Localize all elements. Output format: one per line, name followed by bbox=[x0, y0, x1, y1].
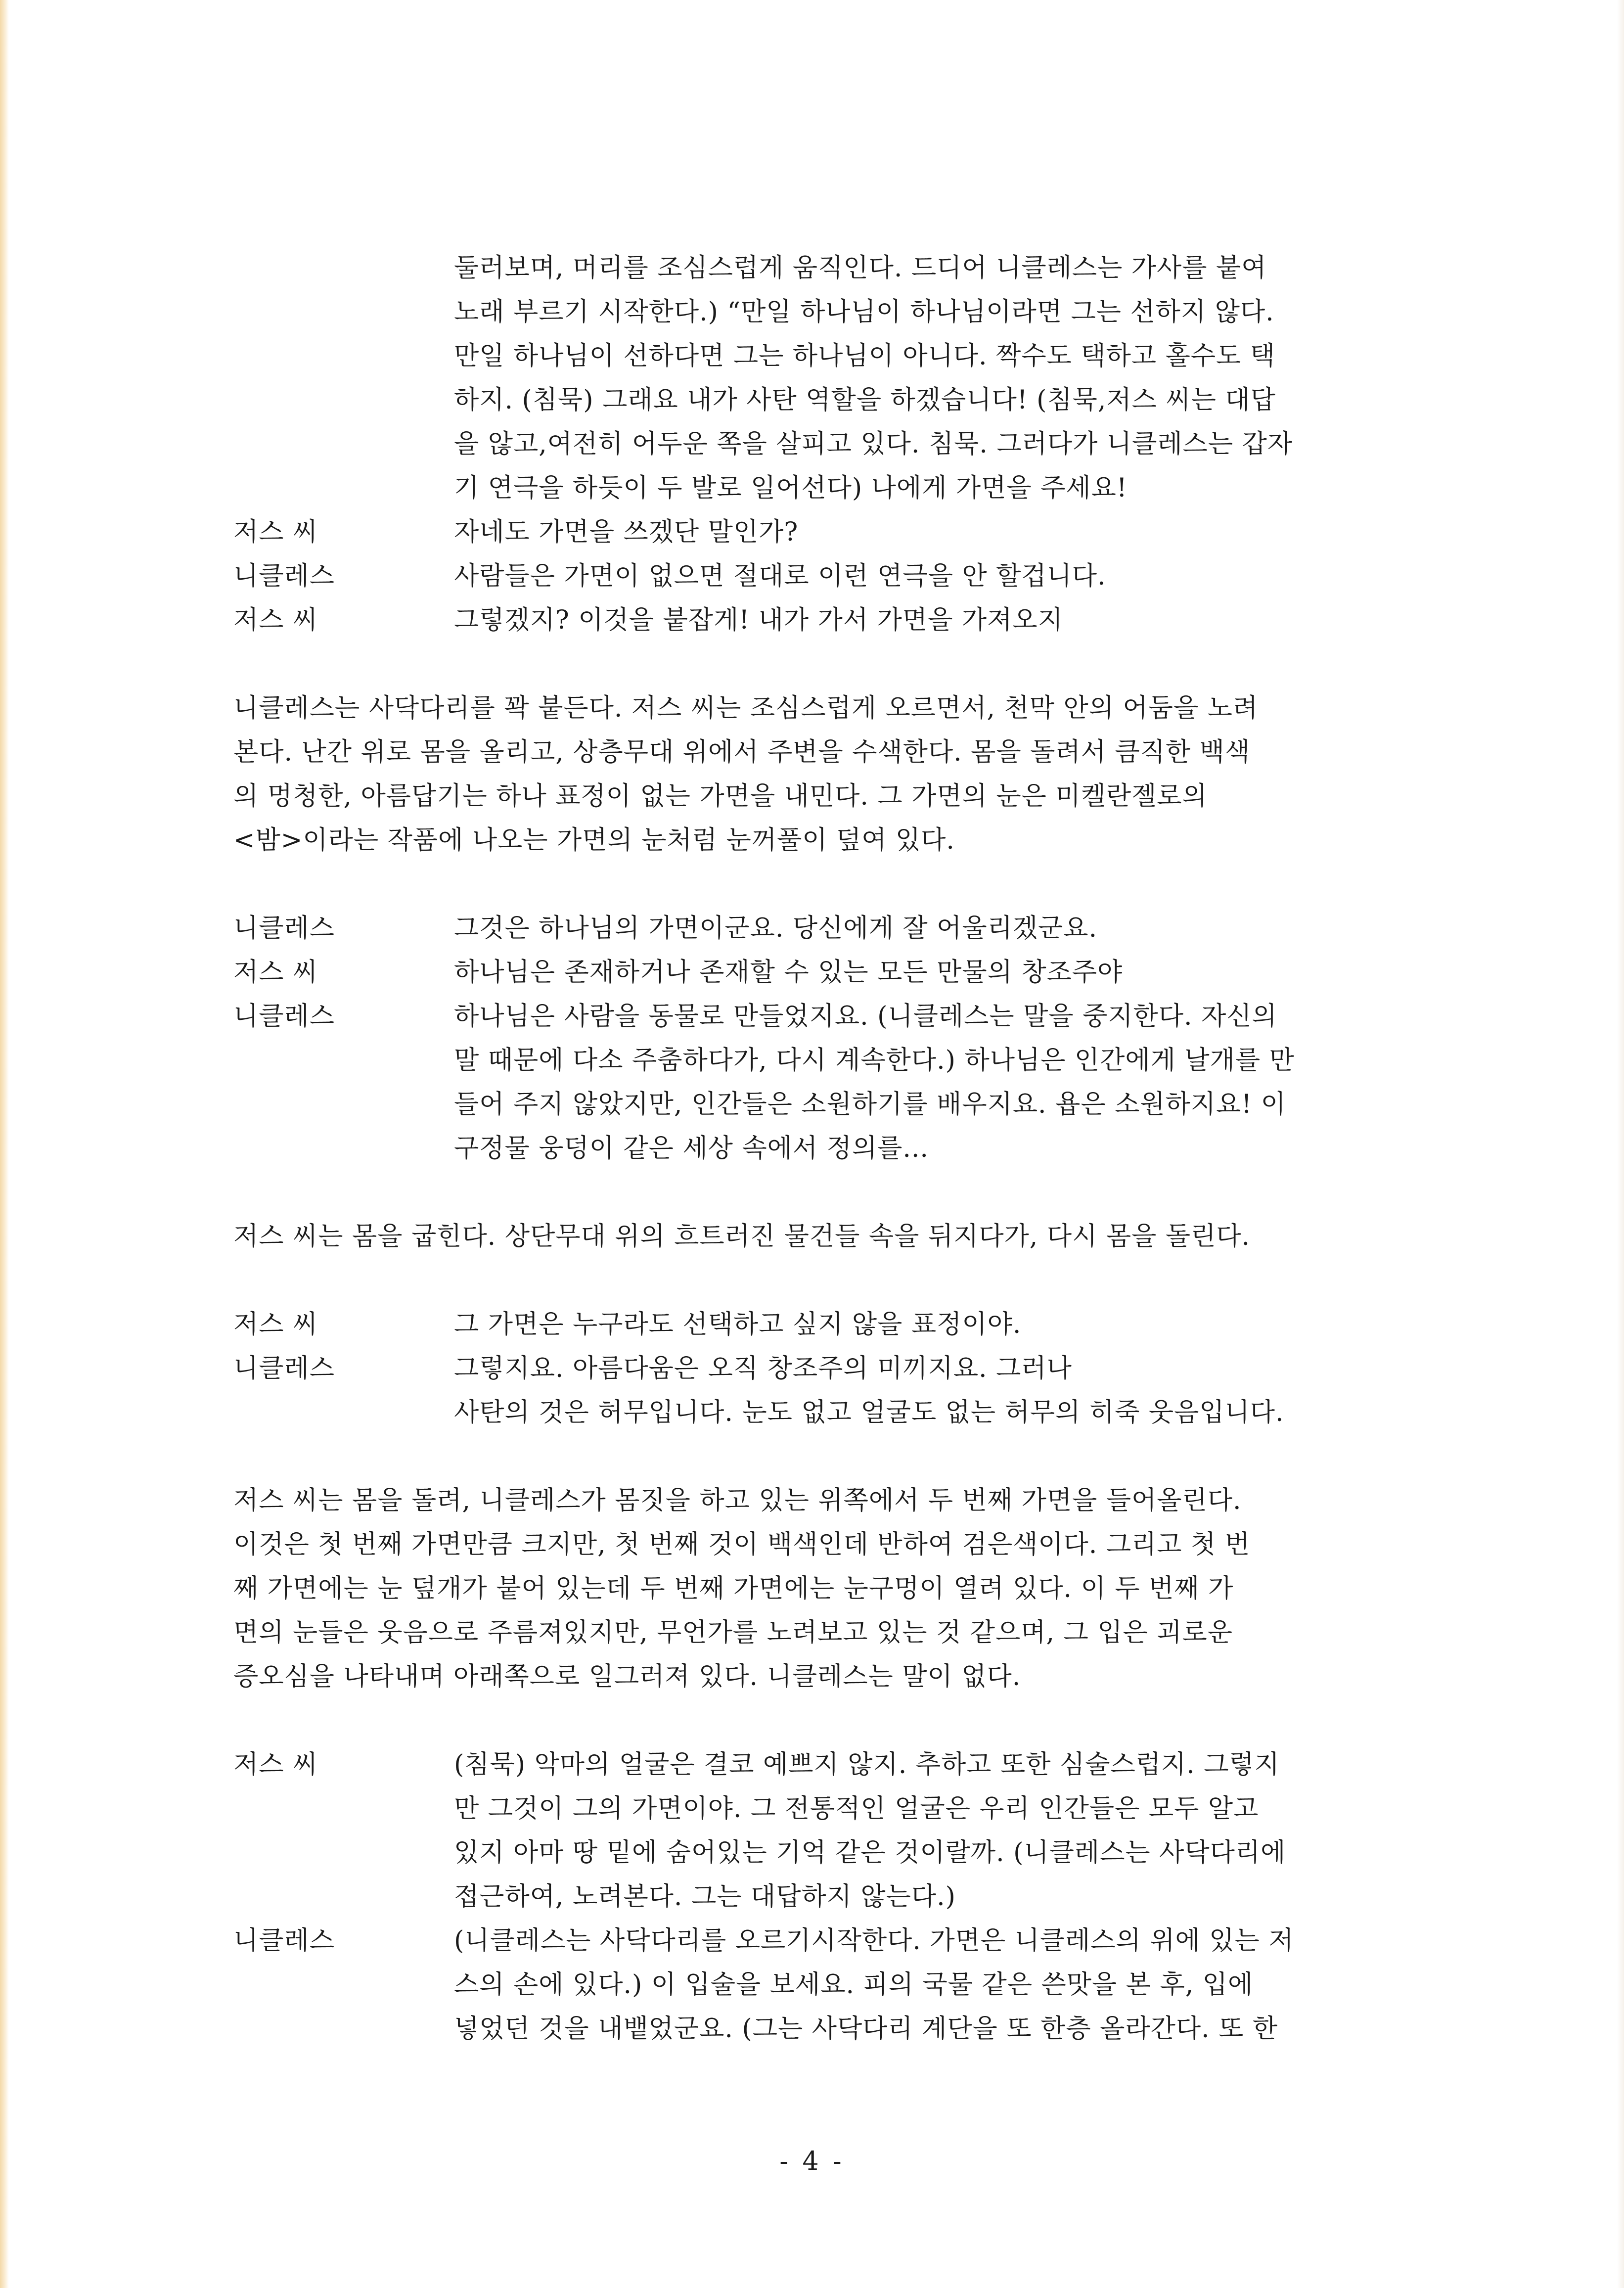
dialogue-text bbox=[454, 510, 1405, 554]
dialogue-line: 넣었던 것을 내뱉었군요. (그는 사닥다리 계단을 또 한층 올라간다. 또 한 bbox=[454, 2014, 1278, 2044]
dialogue-line: 그렇지요. 아름다움은 오직 창조주의 미끼지요. 그러나 bbox=[454, 1354, 1072, 1383]
dialogue-text bbox=[454, 907, 1405, 951]
speaker-name: 니클레스 bbox=[233, 914, 335, 943]
dialogue-text bbox=[454, 554, 1405, 598]
dialogue-entry bbox=[233, 1347, 1405, 1435]
dialogue-text bbox=[454, 1743, 1405, 1919]
dialogue-line: 들어 주지 않았지만, 인간들은 소원하기를 배우지요. 욥은 소원하지요! 이 bbox=[454, 1090, 1286, 1119]
paragraph-gap bbox=[233, 642, 1405, 686]
dialogue-text bbox=[454, 1303, 1405, 1347]
dialogue-entry bbox=[233, 1919, 1405, 2051]
dialogue-line: 하나님은 사람을 동물로 만들었지요. (니클레스는 말을 중지한다. 자신의 bbox=[454, 1002, 1277, 1031]
dialogue-line: 있지 아마 땅 밑에 숨어있는 기억 같은 것이랄까. (니클레스는 사닥다리에 bbox=[454, 1838, 1286, 1868]
dialogue-entry bbox=[233, 1743, 1405, 1919]
dialogue-line: 구정물 웅덩이 같은 세상 속에서 정의를... bbox=[454, 1134, 929, 1163]
dialogue-line: 그것은 하나님의 가면이군요. 당신에게 잘 어울리겠군요. bbox=[454, 914, 1098, 943]
dialogue-line: 접근하여, 노려본다. 그는 대답하지 않는다.) bbox=[454, 1882, 956, 1912]
dialogue-text bbox=[454, 598, 1405, 642]
dialogue-line: 말 때문에 다소 주춤하다가, 다시 계속한다.) 하나님은 인간에게 날개를 만 bbox=[454, 1046, 1295, 1075]
stage-direction-line: 의 멍청한, 아름답기는 하나 표정이 없는 가면을 내민다. 그 가면의 눈은 미켈란젤로의 bbox=[233, 781, 1208, 811]
dialogue-text bbox=[454, 951, 1405, 995]
speaker-name: 니클레스 bbox=[233, 561, 335, 591]
stage-direction-line: 이것은 첫 번째 가면만큼 크지만, 첫 번째 것이 백색인데 반하여 검은색이다. 그리고 첫 번 bbox=[233, 1530, 1251, 1559]
dialogue-line: 하지. (침묵) 그래요 내가 사탄 역할을 하겠습니다! (침묵,저스 씨는 대답 bbox=[454, 385, 1276, 415]
dialogue-line: 사람들은 가면이 없으면 절대로 이런 연극을 안 할겁니다. bbox=[454, 561, 1106, 591]
stage-direction-line: 면의 눈들은 웃음으로 주름져있지만, 무언가를 노려보고 있는 것 같으며, 그 입은 괴로운 bbox=[233, 1618, 1233, 1647]
dialogue-line: 그 가면은 누구라도 선택하고 싶지 않을 표정이야. bbox=[454, 1310, 1022, 1339]
speaker-name: 저스 씨 bbox=[233, 605, 318, 635]
dialogue-entry bbox=[233, 951, 1405, 995]
stage-direction bbox=[233, 1215, 1405, 1259]
dialogue-line: (니클레스는 사닥다리를 오르기시작한다. 가면은 니클레스의 위에 있는 저 bbox=[454, 1926, 1294, 1956]
speaker-name: 저스 씨 bbox=[233, 517, 318, 547]
dialogue-line: 노래 부르기 시작한다.) “만일 하나님이 하나님이라면 그는 선하지 않다. bbox=[454, 297, 1274, 327]
speaker-name: 니클레스 bbox=[233, 1354, 335, 1383]
speaker-name: 저스 씨 bbox=[233, 1310, 318, 1339]
dialogue-line: 자네도 가면을 쓰겠단 말인가? bbox=[454, 517, 799, 547]
dialogue-line: 만 그것이 그의 가면이야. 그 전통적인 얼굴은 우리 인간들은 모두 알고 bbox=[454, 1794, 1259, 1824]
dialogue-entry bbox=[233, 246, 1405, 510]
dialogue-line: (침묵) 악마의 얼굴은 결코 예쁘지 않지. 추하고 또한 심술스럽지. 그렇지 bbox=[454, 1750, 1280, 1780]
dialogue-line: 을 않고,여전히 어두운 쪽을 살피고 있다. 침묵. 그러다가 니클레스는 갑자 bbox=[454, 429, 1293, 459]
stage-direction-line: 니클레스는 사닥다리를 꽉 붙든다. 저스 씨는 조심스럽게 오르면서, 천막 안의 어둠을 노려 bbox=[233, 693, 1259, 723]
dialogue-entry bbox=[233, 995, 1405, 1171]
paragraph-gap bbox=[233, 1435, 1405, 1479]
dialogue-line: 기 연극을 하듯이 두 발로 일어선다) 나에게 가면을 주세요! bbox=[454, 473, 1128, 503]
dialogue-line: 그렇겠지? 이것을 붙잡게! 내가 가서 가면을 가져오지 bbox=[454, 605, 1063, 635]
stage-direction-line: 째 가면에는 눈 덮개가 붙어 있는데 두 번째 가면에는 눈구멍이 열려 있다. 이 두 번째 가 bbox=[233, 1574, 1234, 1603]
stage-direction bbox=[233, 1479, 1405, 1699]
page-edge-left bbox=[0, 0, 9, 2288]
stage-direction-line: 본다. 난간 위로 몸을 올리고, 상층무대 위에서 주변을 수색한다. 몸을 돌려서 큼직한 백색 bbox=[233, 737, 1251, 767]
dialogue-text bbox=[454, 995, 1405, 1171]
dialogue-line: 스의 손에 있다.) 이 입술을 보세요. 피의 국물 같은 쓴맛을 본 후, 입에 bbox=[454, 1970, 1254, 2000]
paragraph-gap bbox=[233, 1171, 1405, 1215]
dialogue-entry bbox=[233, 1303, 1405, 1347]
dialogue-line: 둘러보며, 머리를 조심스럽게 움직인다. 드디어 니클레스는 가사를 붙여 bbox=[454, 253, 1267, 283]
dialogue-line: 사탄의 것은 허무입니다. 눈도 없고 얼굴도 없는 허무의 히죽 웃음입니다. bbox=[454, 1398, 1284, 1427]
paragraph-gap bbox=[233, 1259, 1405, 1303]
paragraph-gap bbox=[233, 1699, 1405, 1743]
dialogue-entry bbox=[233, 554, 1405, 598]
stage-direction-line: <밤>이라는 작품에 나오는 가면의 눈처럼 눈꺼풀이 덮여 있다. bbox=[233, 825, 955, 855]
speaker-name: 저스 씨 bbox=[233, 958, 318, 987]
dialogue-line: 만일 하나님이 선하다면 그는 하나님이 아니다. 짝수도 택하고 홀수도 택 bbox=[454, 341, 1276, 371]
dialogue-entry bbox=[233, 510, 1405, 554]
speaker-name bbox=[233, 246, 454, 510]
stage-direction-line: 저스 씨는 몸을 굽힌다. 상단무대 위의 흐트러진 물건들 속을 뒤지다가, 다시 몸을 돌린다. bbox=[233, 1222, 1251, 1251]
speaker-name: 저스 씨 bbox=[233, 1750, 318, 1780]
dialogue-entry bbox=[233, 907, 1405, 951]
stage-direction-line: 증오심을 나타내며 아래쪽으로 일그러져 있다. 니클레스는 말이 없다. bbox=[233, 1662, 1021, 1692]
stage-direction bbox=[233, 686, 1405, 863]
dialogue-text bbox=[454, 1919, 1405, 2051]
page-edge-right bbox=[1617, 0, 1624, 2288]
paragraph-gap bbox=[233, 863, 1405, 907]
speaker-name: 니클레스 bbox=[233, 1002, 335, 1031]
dialogue-text bbox=[454, 246, 1405, 510]
dialogue-text bbox=[454, 1347, 1405, 1435]
dialogue-line: 하나님은 존재하거나 존재할 수 있는 모든 만물의 창조주야 bbox=[454, 958, 1123, 987]
stage-direction-line: 저스 씨는 몸을 돌려, 니클레스가 몸짓을 하고 있는 위쪽에서 두 번째 가면을 들어올린다. bbox=[233, 1486, 1242, 1515]
speaker-name: 니클레스 bbox=[233, 1926, 335, 1956]
script-body bbox=[233, 246, 1405, 2051]
dialogue-entry bbox=[233, 598, 1405, 642]
page-number: - 4 - bbox=[779, 2147, 845, 2176]
